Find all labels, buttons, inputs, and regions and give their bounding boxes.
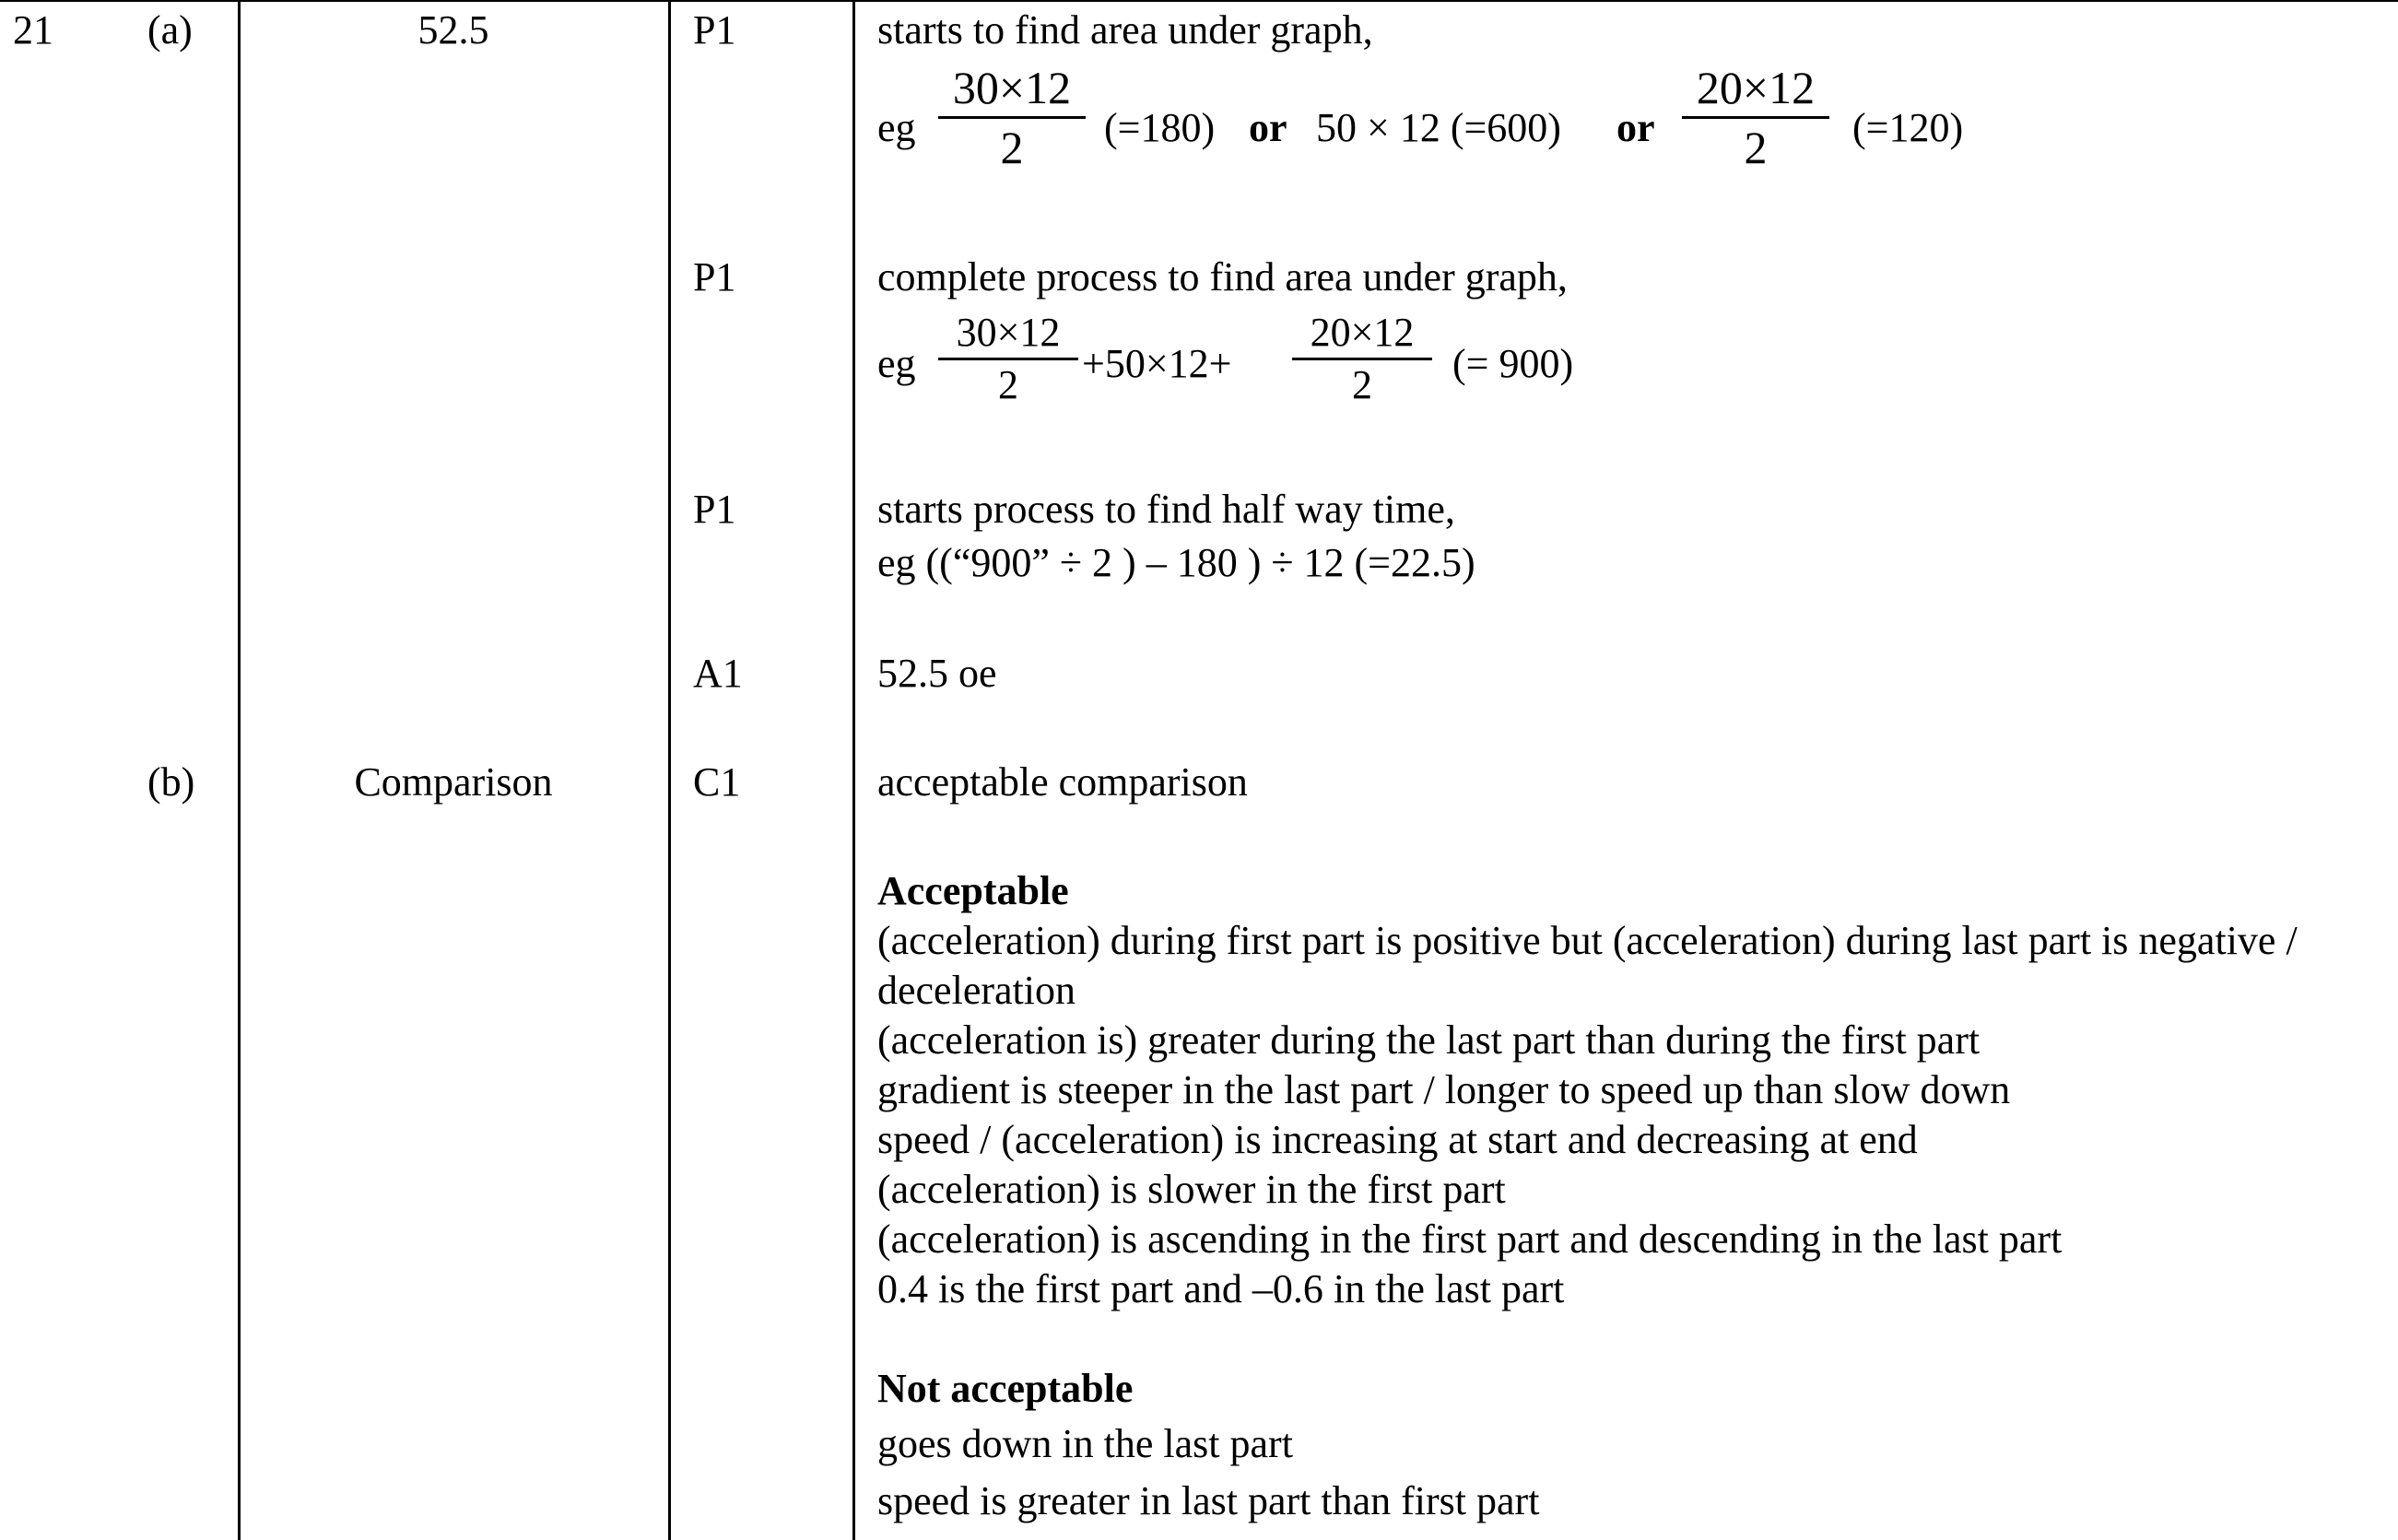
fraction-denominator: 2 (1352, 362, 1372, 407)
not-acceptable-line: goes down in the last part (877, 1421, 1293, 1466)
or-keyword: or (1616, 105, 1655, 150)
part-b-label: (b) (147, 759, 195, 805)
column-divider-2 (668, 0, 671, 1540)
fraction-denominator: 2 (1744, 122, 1768, 173)
guidance-text: complete process to find area under graph, (877, 254, 1568, 300)
column-divider-3 (852, 0, 855, 1540)
acceptable-line: (acceleration) is ascending in the first part and descending in the last part (877, 1217, 2063, 1262)
eg-label: eg (877, 105, 916, 150)
column-divider-1 (238, 0, 241, 1540)
guidance-text: acceptable comparison (877, 759, 1248, 805)
guidance-text: starts to find area under graph, (877, 7, 1373, 53)
fraction-denominator: 2 (998, 362, 1018, 407)
math-text: (= 900) (1452, 341, 1574, 386)
or-keyword: or (1249, 105, 1287, 150)
eg-label: eg (877, 341, 916, 386)
acceptable-line: (acceleration) is slower in the first part (877, 1167, 1506, 1212)
fraction-numerator: 20×12 (1310, 310, 1415, 355)
fraction-numerator: 30×12 (956, 310, 1061, 355)
acceptable-line: gradient is steeper in the last part / longer to speed up than slow down (877, 1067, 2011, 1112)
table-top-border (0, 0, 2398, 2)
fraction (938, 59, 1086, 176)
fraction (938, 308, 1078, 410)
acceptable-line: (acceleration is) greater during the last part than during the first part (877, 1017, 1981, 1063)
math-text: (=180) (1104, 105, 1216, 150)
not-acceptable-heading: Not acceptable (877, 1366, 1134, 1411)
fraction (1292, 308, 1432, 410)
guidance-text: 52.5 oe (877, 651, 997, 696)
fraction-numerator: 30×12 (952, 62, 1072, 113)
part-a-label: (a) (147, 7, 193, 53)
not-acceptable-line: speed is greater in last part than first part (877, 1478, 1540, 1523)
acceptable-heading: Acceptable (877, 868, 1069, 913)
fraction-denominator: 2 (1000, 122, 1024, 173)
acceptable-line: speed / (acceleration) is increasing at start and decreasing at end (877, 1117, 1918, 1162)
part-a-answer: 52.5 (417, 7, 489, 53)
part-b-answer: Comparison (354, 759, 553, 805)
mark-code: C1 (693, 759, 741, 805)
question-number: 21 (13, 7, 53, 53)
mark-code: A1 (693, 651, 743, 696)
acceptable-line: 0.4 is the first part and –0.6 in the last part (877, 1266, 1565, 1311)
eg-line: eg ((“900” ÷ 2 ) – 180 ) ÷ 12 (=22.5) (877, 540, 1475, 585)
fraction (1682, 59, 1829, 176)
math-text: (=120) (1852, 105, 1964, 150)
mark-code: P1 (693, 254, 736, 300)
math-text: 50 × 12 (=600) (1316, 105, 1561, 150)
mark-code: P1 (693, 7, 736, 53)
acceptable-line: (acceleration) during first part is positive but (acceleration) during last part is negative / (877, 918, 2298, 963)
math-text: +50×12+ (1082, 341, 1232, 386)
guidance-text: starts process to find half way time, (877, 487, 1455, 532)
fraction-numerator: 20×12 (1696, 62, 1816, 113)
mark-code: P1 (693, 487, 736, 532)
acceptable-line: deceleration (877, 968, 1076, 1013)
